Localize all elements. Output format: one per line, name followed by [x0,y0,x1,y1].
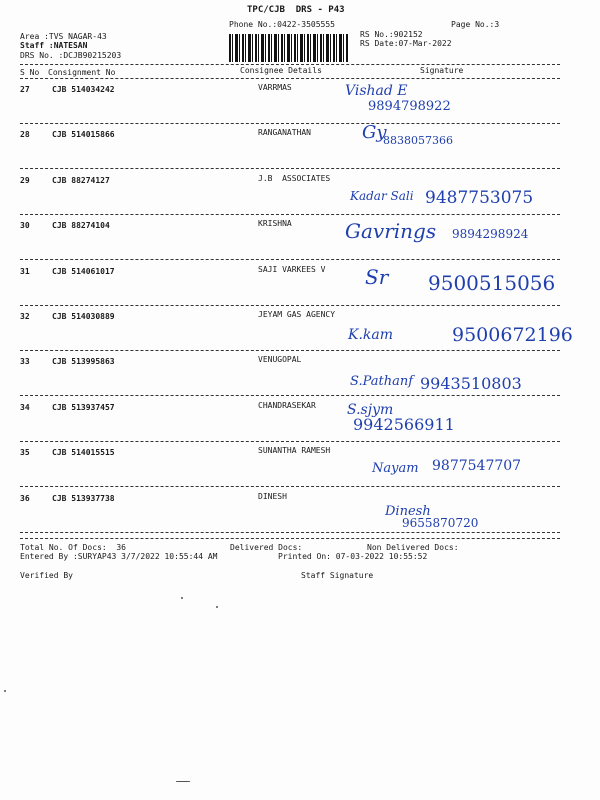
row-consignee-name: DINESH [258,492,287,501]
handwritten-phone: 9655870720 [402,516,479,530]
handwritten-phone: 9894798922 [368,99,451,114]
row-consignee-name: KRISHNA [258,219,292,228]
row-sno: 29 [20,176,30,185]
row-consignee-name: VENUGOPAL [258,355,302,364]
handwritten-phone: 8838057366 [383,134,453,147]
row-divider [20,168,560,169]
row-sno: 32 [20,312,30,321]
handwritten-phone: 9877547707 [432,458,522,474]
staff-line [20,41,87,50]
handwritten-phone: 9500515056 [428,271,556,295]
handwritten-signature: S.sjym [347,402,394,418]
row-consignee-name: CHANDRASEKAR [258,401,316,410]
row-consignment-no: CJB 513937457 [52,403,115,412]
col-consignment: Consignment No [48,68,116,77]
scan-speck [4,690,6,692]
row-divider [20,532,560,533]
rs-date: RS Date:07-Mar-2022 [360,39,452,48]
row-consignee-name: RANGANATHAN [258,128,311,137]
row-consignment-no: CJB 513995863 [52,357,115,366]
header-divider-bottom [20,78,560,79]
handwritten-phone: 9500672196 [452,324,573,346]
row-sno: 33 [20,357,30,366]
row-consignment-no: CJB 514061017 [52,267,115,276]
total-docs: Total No. Of Docs: 36 [20,543,126,552]
row-consignment-no: CJB 514015866 [52,130,115,139]
scan-speck [176,781,190,782]
row-consignment-no: CJB 514034242 [52,85,115,94]
handwritten-phone: 9943510803 [420,374,522,393]
handwritten-signature: S.Pathanf [350,374,414,389]
row-sno: 30 [20,221,30,230]
drs-number: DRS No. :DCJB90215203 [20,51,122,60]
scan-speck [216,606,218,608]
verified-by: Verified By [20,571,73,580]
row-consignee-name: VARRMAS [258,83,292,92]
barcode [229,34,349,62]
delivered-docs: Delivered Docs: [230,543,303,552]
rs-number: RS No.:902152 [360,30,423,39]
row-consignment-no: CJB 514030889 [52,312,115,321]
row-sno: 34 [20,403,30,412]
handwritten-signature: Gy [362,122,387,143]
non-delivered-docs: Non Delivered Docs: [367,543,459,552]
printed-on: Printed On: 07-03-2022 10:55:52 [278,552,428,561]
row-divider [20,214,560,215]
row-divider [20,441,560,442]
scan-speck [181,597,183,599]
handwritten-phone: 9894298924 [452,227,529,241]
row-sno: 28 [20,130,30,139]
handwritten-signature: Dinesh [385,504,431,519]
col-signature: Signature [420,66,464,75]
handwritten-signature: Gavrings [345,219,437,243]
handwritten-phone: 9942566911 [353,415,455,434]
row-sno: 31 [20,267,30,276]
row-consignee-name: SUNANTHA RAMESH [258,446,331,455]
handwritten-signature: Vishad E [345,83,408,99]
row-consignment-no: CJB 514015515 [52,448,115,457]
row-consignment-no: CJB 513937738 [52,494,115,503]
footer-divider [20,538,560,539]
row-sno: 36 [20,494,30,503]
row-sno: 27 [20,85,30,94]
handwritten-signature: Kadar Sali [350,189,414,203]
row-divider [20,486,560,487]
handwritten-signature: Nayam [372,461,419,476]
handwritten-signature: K.kam [348,327,394,343]
row-divider [20,395,560,396]
row-divider [20,350,560,351]
row-consignee-name: SAJI VARKEES V [258,265,326,274]
page-number: Page No.:3 [451,20,500,29]
row-divider [20,259,560,260]
handwritten-phone: 9487753075 [425,188,534,208]
col-sno: S No [20,68,40,77]
row-divider [20,305,560,306]
row-consignee-name: J.B ASSOCIATES [258,174,331,183]
entered-by: Entered By :SURYAP43 3/7/2022 10:55:44 AM [20,552,218,561]
staff-label: Staff : [20,41,54,50]
header-divider-top [20,64,560,65]
phone-number: Phone No.:0422-3505555 [229,20,335,29]
sheet-title: TPC/CJB DRS - P43 [247,5,345,15]
col-consignee: Consignee Details [240,66,322,75]
row-sno: 35 [20,448,30,457]
handwritten-signature: Sr [365,265,389,289]
row-consignee-name: JEYAM GAS AGENCY [258,310,336,319]
area-label: Area :TVS NAGAR-43 [20,32,107,41]
staff-name: NATESAN [53,41,88,50]
row-consignment-no: CJB 88274127 [52,176,110,185]
staff-signature-label: Staff Signature [301,571,374,580]
row-consignment-no: CJB 88274104 [52,221,110,230]
row-divider [20,123,560,124]
